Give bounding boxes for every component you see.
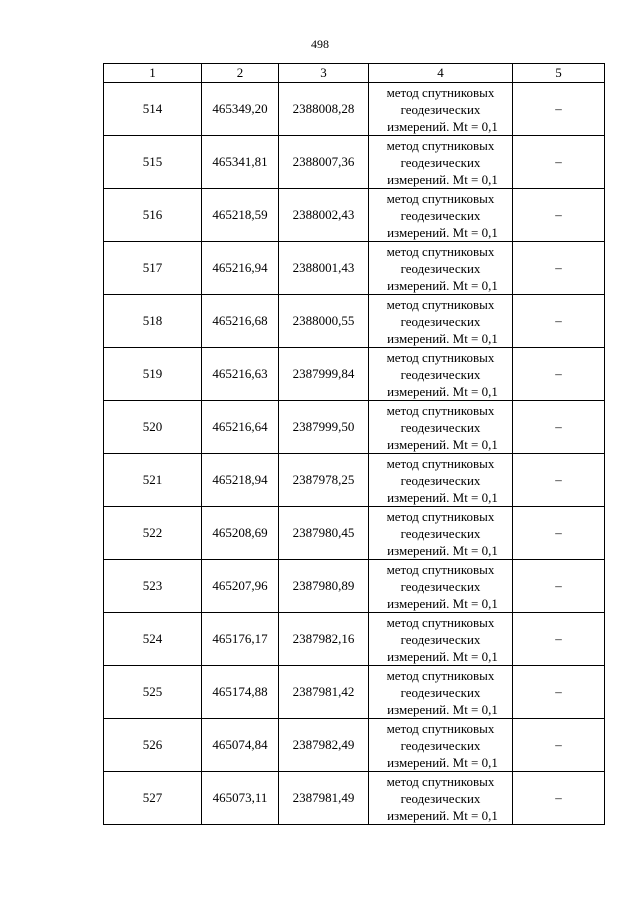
table-row — [104, 83, 605, 136]
y-coordinate-cell: 2388007,36 — [279, 136, 369, 189]
method-line: метод спутниковых — [386, 561, 495, 577]
x-coordinate-cell: 465207,96 — [202, 560, 279, 613]
x-coordinate-cell: 465176,17 — [202, 613, 279, 666]
method-cell — [369, 242, 513, 295]
method-line: геодезических — [400, 366, 481, 382]
method-line: геодезических — [400, 101, 481, 117]
method-cell — [369, 507, 513, 560]
x-coordinate-cell: 465341,81 — [202, 136, 279, 189]
method-cell — [369, 560, 513, 613]
y-coordinate-cell: 2387981,49 — [279, 772, 369, 825]
column-header-2: 2 — [202, 64, 279, 83]
note-cell: – — [513, 242, 605, 295]
method-cell — [369, 613, 513, 666]
method-line: измерений. Mt = 0,1 — [387, 754, 498, 770]
header-row — [104, 64, 605, 83]
note-cell: – — [513, 772, 605, 825]
y-coordinate-cell: 2387980,89 — [279, 560, 369, 613]
method-line: измерений. Mt = 0,1 — [387, 436, 498, 452]
table-row — [104, 348, 605, 401]
method-line: геодезических — [400, 578, 481, 594]
method-cell — [369, 189, 513, 242]
y-coordinate-cell: 2387982,49 — [279, 719, 369, 772]
method-line: геодезических — [400, 260, 481, 276]
method-line: метод спутниковых — [386, 773, 495, 789]
method-line: измерений. Mt = 0,1 — [387, 330, 498, 346]
note-cell: – — [513, 401, 605, 454]
method-cell — [369, 295, 513, 348]
x-coordinate-cell: 465216,64 — [202, 401, 279, 454]
method-line: измерений. Mt = 0,1 — [387, 224, 498, 240]
y-coordinate-cell: 2387982,16 — [279, 613, 369, 666]
table-row — [104, 401, 605, 454]
point-number-cell: 526 — [104, 719, 202, 772]
y-coordinate-cell: 2388002,43 — [279, 189, 369, 242]
y-coordinate-cell: 2387978,25 — [279, 454, 369, 507]
table-row — [104, 189, 605, 242]
method-line: измерений. Mt = 0,1 — [387, 648, 498, 664]
point-number-cell: 523 — [104, 560, 202, 613]
method-line: метод спутниковых — [386, 402, 495, 418]
x-coordinate-cell: 465218,59 — [202, 189, 279, 242]
method-line: измерений. Mt = 0,1 — [387, 595, 498, 611]
table-row — [104, 242, 605, 295]
note-cell: – — [513, 454, 605, 507]
point-number-cell: 521 — [104, 454, 202, 507]
x-coordinate-cell: 465208,69 — [202, 507, 279, 560]
x-coordinate-cell: 465349,20 — [202, 83, 279, 136]
method-line: измерений. Mt = 0,1 — [387, 542, 498, 558]
point-number-cell: 519 — [104, 348, 202, 401]
table-row — [104, 454, 605, 507]
method-line: метод спутниковых — [386, 720, 495, 736]
point-number-cell: 524 — [104, 613, 202, 666]
table-row — [104, 560, 605, 613]
method-line: измерений. Mt = 0,1 — [387, 171, 498, 187]
point-number-cell: 514 — [104, 83, 202, 136]
note-cell: – — [513, 613, 605, 666]
coordinates-table — [103, 63, 605, 825]
column-header-1: 1 — [104, 64, 202, 83]
table-row — [104, 295, 605, 348]
method-line: метод спутниковых — [386, 455, 495, 471]
note-cell: – — [513, 560, 605, 613]
method-line: метод спутниковых — [386, 667, 495, 683]
method-line: метод спутниковых — [386, 84, 495, 100]
method-line: измерений. Mt = 0,1 — [387, 701, 498, 717]
method-line: метод спутниковых — [386, 614, 495, 630]
method-cell — [369, 772, 513, 825]
method-cell — [369, 666, 513, 719]
table-row — [104, 666, 605, 719]
method-line: геодезических — [400, 684, 481, 700]
x-coordinate-cell: 465216,63 — [202, 348, 279, 401]
method-line: геодезических — [400, 313, 481, 329]
method-line: геодезических — [400, 737, 481, 753]
method-cell — [369, 83, 513, 136]
method-line: измерений. Mt = 0,1 — [387, 489, 498, 505]
method-line: геодезических — [400, 525, 481, 541]
method-line: метод спутниковых — [386, 190, 495, 206]
y-coordinate-cell: 2387999,84 — [279, 348, 369, 401]
note-cell: – — [513, 83, 605, 136]
x-coordinate-cell: 465073,11 — [202, 772, 279, 825]
column-header-5: 5 — [513, 64, 605, 83]
point-number-cell: 518 — [104, 295, 202, 348]
method-line: метод спутниковых — [386, 243, 495, 259]
x-coordinate-cell: 465074,84 — [202, 719, 279, 772]
table-row — [104, 613, 605, 666]
method-line: геодезических — [400, 154, 481, 170]
column-header-4: 4 — [369, 64, 513, 83]
method-line: измерений. Mt = 0,1 — [387, 118, 498, 134]
y-coordinate-cell: 2387981,42 — [279, 666, 369, 719]
note-cell: – — [513, 666, 605, 719]
method-line: измерений. Mt = 0,1 — [387, 383, 498, 399]
note-cell: – — [513, 136, 605, 189]
method-line: геодезических — [400, 790, 481, 806]
y-coordinate-cell: 2388000,55 — [279, 295, 369, 348]
method-line: геодезических — [400, 631, 481, 647]
page-number: 498 — [311, 37, 329, 51]
x-coordinate-cell: 465174,88 — [202, 666, 279, 719]
note-cell: – — [513, 295, 605, 348]
method-line: метод спутниковых — [386, 349, 495, 365]
note-cell: – — [513, 719, 605, 772]
method-line: метод спутниковых — [386, 296, 495, 312]
method-line: измерений. Mt = 0,1 — [387, 277, 498, 293]
x-coordinate-cell: 465216,68 — [202, 295, 279, 348]
point-number-cell: 520 — [104, 401, 202, 454]
table-row — [104, 719, 605, 772]
method-cell — [369, 136, 513, 189]
point-number-cell: 516 — [104, 189, 202, 242]
x-coordinate-cell: 465218,94 — [202, 454, 279, 507]
method-line: геодезических — [400, 472, 481, 488]
method-cell — [369, 348, 513, 401]
method-line: метод спутниковых — [386, 137, 495, 153]
y-coordinate-cell: 2387980,45 — [279, 507, 369, 560]
table-row — [104, 772, 605, 825]
point-number-cell: 525 — [104, 666, 202, 719]
point-number-cell: 522 — [104, 507, 202, 560]
method-line: метод спутниковых — [386, 508, 495, 524]
table-body — [104, 83, 605, 825]
point-number-cell: 515 — [104, 136, 202, 189]
note-cell: – — [513, 189, 605, 242]
note-cell: – — [513, 348, 605, 401]
table-row — [104, 507, 605, 560]
y-coordinate-cell: 2388008,28 — [279, 83, 369, 136]
point-number-cell: 527 — [104, 772, 202, 825]
method-cell — [369, 454, 513, 507]
y-coordinate-cell: 2387999,50 — [279, 401, 369, 454]
method-line: геодезических — [400, 207, 481, 223]
method-line: измерений. Mt = 0,1 — [387, 807, 498, 823]
method-cell — [369, 719, 513, 772]
table-row — [104, 136, 605, 189]
method-line: геодезических — [400, 419, 481, 435]
point-number-cell: 517 — [104, 242, 202, 295]
column-header-3: 3 — [279, 64, 369, 83]
x-coordinate-cell: 465216,94 — [202, 242, 279, 295]
note-cell: – — [513, 507, 605, 560]
method-cell — [369, 401, 513, 454]
y-coordinate-cell: 2388001,43 — [279, 242, 369, 295]
